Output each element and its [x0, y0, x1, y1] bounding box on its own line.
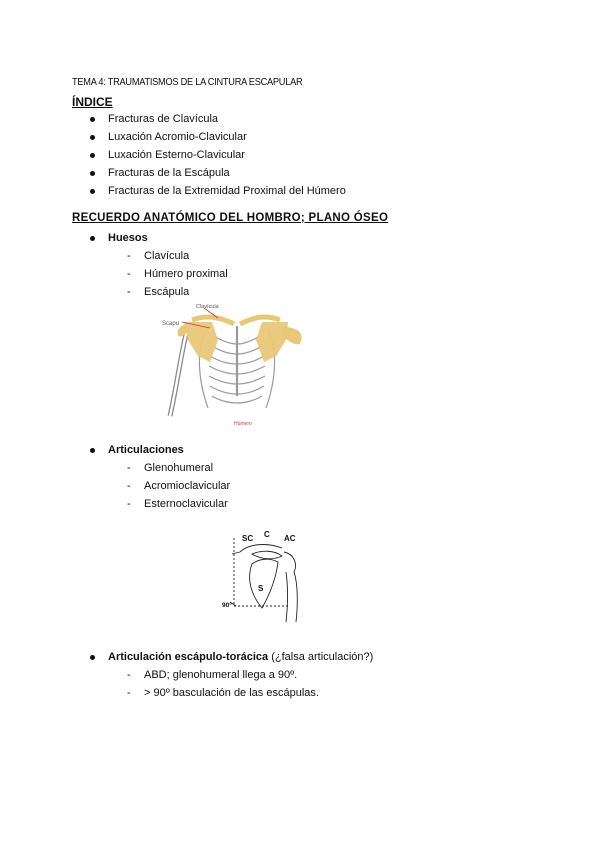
shoulder-joints-diagram [222, 524, 310, 624]
escapulotoracica-list [127, 666, 319, 702]
figure-label-clavicula: Clavícula [196, 304, 219, 310]
index-list [90, 110, 346, 200]
articulaciones-item: - Esternoclavicular [127, 495, 230, 513]
label-angle: 90° [222, 602, 232, 609]
figure-label-scapula: Scapu [162, 321, 180, 327]
huesos-list [127, 247, 228, 301]
escapulotoracica-label: Articulación escápulo-torácica [108, 651, 269, 663]
huesos-item: - Escápula [127, 283, 228, 301]
articulaciones-label: Articulaciones [90, 441, 184, 459]
escapulotoracica-item: - ABD; glenohumeral llega a 90º. [127, 666, 319, 684]
index-item: Luxación Acromio-Clavicular [90, 128, 346, 146]
index-item: Fracturas de la Escápula [90, 164, 346, 182]
huesos-label: Huesos [90, 229, 148, 247]
escapulotoracica-bullet [90, 648, 373, 666]
index-item: Fracturas de la Extremidad Proximal del Húmero [90, 182, 346, 200]
articulaciones-bullet [90, 441, 184, 459]
index-item: Luxación Esterno-Clavicular [90, 146, 346, 164]
escapulotoracica-item: - > 90º basculación de las escápulas. [127, 684, 319, 702]
index-item: Fracturas de Clavícula [90, 110, 346, 128]
label-ac: AC [284, 534, 296, 543]
escapulotoracica-note: (¿falsa articulación?) [268, 651, 374, 663]
huesos-item: - Clavícula [127, 247, 228, 265]
label-s: S [258, 584, 264, 593]
section-heading: RECUERDO ANATÓMICO DEL HOMBRO; PLANO ÓSEO [72, 212, 389, 224]
articulaciones-item: - Glenohumeral [127, 459, 230, 477]
huesos-bullet [90, 229, 148, 247]
page-title: TEMA 4: TRAUMATISMOS DE LA CINTURA ESCAPULAR [72, 76, 303, 88]
index-heading: ÍNDICE [72, 95, 113, 109]
figure-label-humero: Húmero [234, 421, 252, 427]
label-sc: SC [242, 534, 254, 543]
escapulotoracica-line [90, 648, 373, 666]
huesos-item: - Húmero proximal [127, 265, 228, 283]
shoulder-skeleton-figure [158, 300, 310, 428]
label-c: C [264, 530, 270, 539]
articulaciones-list [127, 459, 230, 513]
articulaciones-item: - Acromioclavicular [127, 477, 230, 495]
